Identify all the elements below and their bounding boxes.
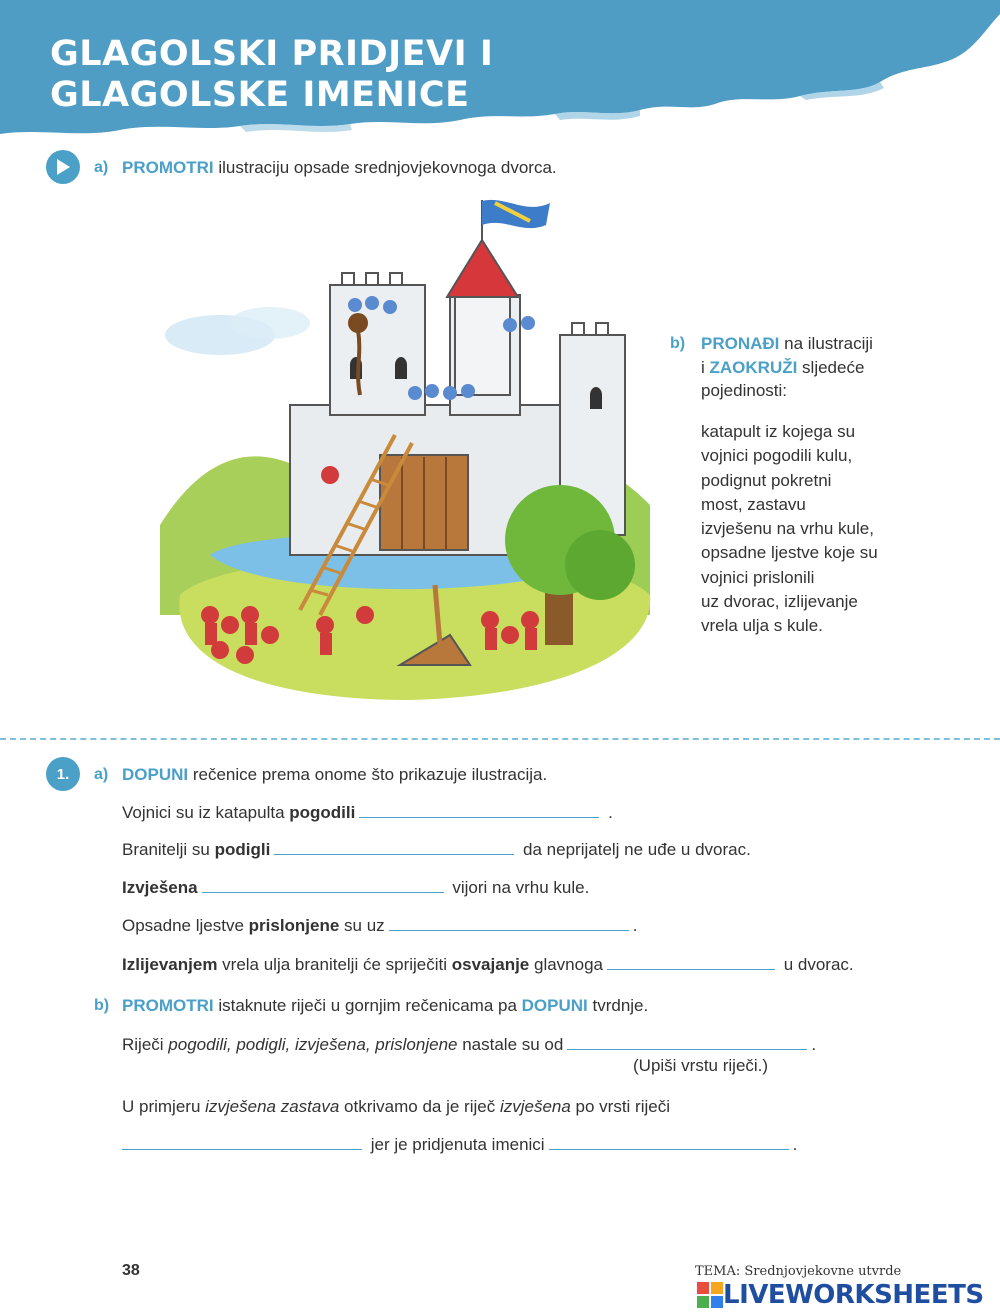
side-text-2: i bbox=[701, 358, 710, 377]
details-line: vojnici pogodili kulu, bbox=[701, 446, 853, 466]
castle-siege-illustration bbox=[150, 195, 665, 710]
intro-letter: a) bbox=[94, 159, 109, 176]
b1-post: . bbox=[811, 1035, 817, 1054]
task-a-instruction bbox=[122, 764, 547, 786]
side-keyword-circle: ZAOKRUŽI bbox=[709, 358, 798, 377]
s5-mid: vrela ulja branitelji će spriječiti bbox=[217, 955, 452, 974]
side-text-3: sljedeće bbox=[797, 358, 865, 377]
b2-italic-1: izvješena zastava bbox=[205, 1097, 340, 1116]
page-title bbox=[50, 34, 493, 116]
s3-bold: Izvješena bbox=[122, 878, 198, 897]
statement-1 bbox=[122, 1033, 816, 1056]
answer-blank-3[interactable] bbox=[202, 876, 444, 893]
details-line: izvješenu na vrhu kule, bbox=[701, 519, 874, 539]
side-line-1 bbox=[701, 333, 873, 355]
side-keyword-find: PRONAĐI bbox=[701, 334, 780, 353]
task-b-letter: b) bbox=[94, 997, 110, 1014]
details-line: most, zastavu bbox=[701, 494, 806, 514]
topic-label bbox=[695, 1264, 901, 1279]
answer-blank-2[interactable] bbox=[274, 838, 514, 855]
intro-instruction bbox=[122, 157, 557, 179]
task-a-letter: a) bbox=[94, 766, 109, 783]
liveworksheets-logo[interactable] bbox=[697, 1280, 984, 1310]
title-line-1: GLAGOLSKI PRIDJEVI I bbox=[50, 34, 494, 74]
details-line: vojnici prislonili bbox=[701, 567, 815, 587]
task-b-instruction bbox=[122, 995, 648, 1017]
logo-text: LIVEWORKSHEETS bbox=[723, 1280, 984, 1310]
b2-pre: U primjeru bbox=[122, 1097, 206, 1116]
answer-blank-6[interactable] bbox=[567, 1033, 807, 1050]
answer-blank-7[interactable] bbox=[122, 1133, 362, 1150]
s1-pre: Vojnici su iz katapulta bbox=[122, 803, 290, 822]
task-b-text-1: istaknute riječi u gornjim rečenicama pa bbox=[213, 996, 522, 1015]
topic-prefix: TEMA: bbox=[695, 1264, 741, 1279]
b1-italic: pogodili, podigli, izvješena, prislonjene bbox=[168, 1035, 458, 1054]
play-button[interactable] bbox=[46, 150, 80, 184]
task-a-text: rečenice prema onome što prikazuje ilustracija. bbox=[188, 765, 548, 784]
b3-mid: jer je pridjenuta imenici bbox=[366, 1135, 545, 1154]
s2-post: da neprijatelj ne uđe u dvorac. bbox=[518, 840, 751, 859]
s4-mid: su uz bbox=[339, 916, 385, 935]
b1-pre: Riječi bbox=[122, 1035, 169, 1054]
b1-mid: nastale su od bbox=[457, 1035, 564, 1054]
statement-3 bbox=[118, 1133, 797, 1156]
task-a-keyword: DOPUNI bbox=[122, 765, 189, 784]
task-number-badge: 1. bbox=[46, 757, 80, 791]
details-line: vrela ulja s kule. bbox=[701, 616, 823, 636]
details-list bbox=[701, 420, 911, 639]
s5-bold-1: Izlijevanjem bbox=[122, 955, 218, 974]
intro-text: ilustraciju opsade srednjovjekovnoga dvorca. bbox=[213, 158, 557, 177]
intro-keyword: PROMOTRI bbox=[122, 158, 214, 177]
side-line-2 bbox=[701, 357, 864, 379]
s3-post: vijori na vrhu kule. bbox=[447, 878, 590, 897]
topic-text: Srednjovjekovne utvrde bbox=[740, 1264, 902, 1279]
answer-blank-5[interactable] bbox=[607, 953, 775, 970]
s2-pre: Branitelji su bbox=[122, 840, 215, 859]
statement-2 bbox=[122, 1096, 670, 1118]
s4-pre: Opsadne ljestve bbox=[122, 916, 249, 935]
title-line-2: GLAGOLSKE IMENICE bbox=[50, 75, 470, 115]
side-letter: b) bbox=[670, 335, 686, 352]
s5-mid-2: glavnoga bbox=[529, 955, 603, 974]
s5-post: u dvorac. bbox=[779, 955, 854, 974]
s1-bold: pogodili bbox=[289, 803, 356, 822]
s2-bold: podigli bbox=[214, 840, 271, 859]
sentence-1 bbox=[122, 801, 613, 824]
s5-bold-2: osvajanje bbox=[451, 955, 530, 974]
answer-blank-4[interactable] bbox=[389, 914, 629, 931]
play-icon bbox=[55, 158, 71, 176]
b2-post: po vrsti riječi bbox=[570, 1097, 670, 1116]
details-line: katapult iz kojega su bbox=[701, 422, 856, 441]
sentence-4 bbox=[122, 914, 637, 937]
logo-blocks-icon bbox=[697, 1282, 723, 1308]
details-line: podignut pokretni bbox=[701, 470, 832, 490]
details-line: uz dvorac, izlijevanje bbox=[701, 592, 858, 612]
hint-text: (Upiši vrstu riječi.) bbox=[633, 1056, 769, 1075]
page-number: 38 bbox=[122, 1262, 140, 1279]
side-text-1: na ilustraciji bbox=[779, 334, 873, 353]
sentence-5 bbox=[122, 953, 854, 976]
sentence-2 bbox=[122, 838, 751, 861]
task-b-keyword-complete: DOPUNI bbox=[521, 996, 588, 1015]
details-line: opsadne ljestve koje su bbox=[701, 543, 878, 563]
section-divider bbox=[0, 738, 1000, 740]
s1-post: . bbox=[603, 803, 613, 822]
side-line-3: pojedinosti: bbox=[701, 381, 788, 400]
answer-blank-8[interactable] bbox=[549, 1133, 789, 1150]
answer-blank-1[interactable] bbox=[359, 801, 599, 818]
task-b-text-2: tvrdnje. bbox=[587, 996, 649, 1015]
b3-post: . bbox=[792, 1135, 798, 1154]
sentence-3 bbox=[122, 876, 589, 899]
b2-mid: otkrivamo da je riječ bbox=[339, 1097, 500, 1116]
task-b-keyword-observe: PROMOTRI bbox=[122, 996, 214, 1015]
s4-bold: prislonjene bbox=[248, 916, 340, 935]
b2-italic-2: izvješena bbox=[499, 1097, 571, 1116]
s4-post: . bbox=[632, 916, 638, 935]
